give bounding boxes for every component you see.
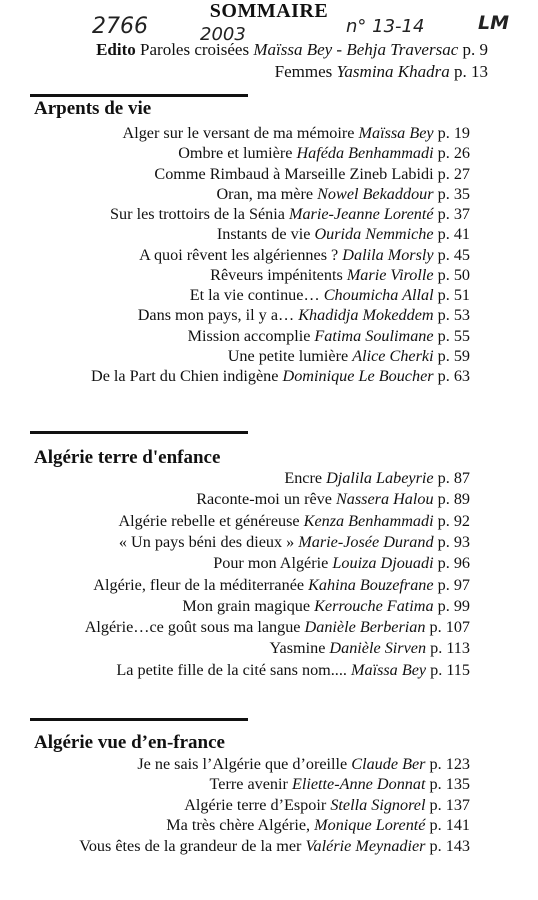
entry-author: Danièle Berberian <box>304 618 426 637</box>
toc-entry <box>139 245 470 265</box>
toc-entry <box>110 204 470 224</box>
entry-page: p. 97 <box>437 575 470 594</box>
entry-page: p. 27 <box>437 164 470 183</box>
toc-entry <box>91 366 470 386</box>
toc-entry <box>178 143 470 163</box>
entry-page: p. 51 <box>437 286 470 304</box>
toc-entry <box>154 164 470 184</box>
entry-author: Maïssa Bey <box>358 124 434 142</box>
entry-page: p. 92 <box>437 511 470 530</box>
toc-entry <box>116 660 470 680</box>
toc-entry <box>284 468 470 488</box>
toc-entry <box>166 815 470 835</box>
entry-author: Marie-Jeanne Lorenté <box>288 205 434 223</box>
toc-entry <box>79 836 470 856</box>
entry-title: Sur les trottoirs de la Sénia <box>110 205 285 223</box>
entry-title: Algérie rebelle et généreuse <box>118 511 300 530</box>
entry-title: Raconte-moi un rêve <box>196 490 332 509</box>
entry-title: Terre avenir <box>209 775 288 794</box>
toc-entry <box>210 774 470 794</box>
entry-title: Et la vie continue… <box>189 286 320 304</box>
entry-author: Marie-Josée Durand <box>298 532 434 551</box>
entry-page: p. 87 <box>437 469 470 487</box>
entry-title: Mon grain magique <box>182 596 311 615</box>
entry-author: Nassera Halou <box>335 490 434 509</box>
toc-entry <box>85 617 470 637</box>
entry-title: De la Part du Chien indigène <box>91 367 279 385</box>
entry-author: Kerrouche Fatima <box>314 596 434 615</box>
entry-author: Haféda Benhammadi <box>296 144 434 163</box>
entry-page: p. 59 <box>437 346 470 365</box>
entry-page: p. 37 <box>437 205 470 223</box>
entry-title: Paroles croisées <box>140 40 250 59</box>
edito-lead: Edito <box>96 40 136 59</box>
handwritten-code: 2766 <box>92 14 148 39</box>
entry-author: Marie Virolle <box>346 265 434 284</box>
entry-title: A quoi rêvent les algériennes ? <box>139 245 339 264</box>
entry-title: Algérie terre d’Espoir <box>184 795 327 814</box>
entry-title: Encre <box>284 469 323 487</box>
entry-author: Djalila Labeyrie <box>326 469 434 487</box>
toc-entry <box>228 346 470 366</box>
entry-page: p. 123 <box>429 755 470 773</box>
entry-author: Louiza Djouadi <box>332 554 434 573</box>
entry-title: Mission accomplie <box>187 326 311 345</box>
toc-entry <box>210 265 470 285</box>
entry-author: Eliette-Anne Donnat <box>291 775 426 794</box>
entry-author: Nowel Bekaddour <box>317 184 434 203</box>
entry-page: p. 93 <box>437 532 470 551</box>
entry-author: Kenza Benhammadi <box>303 511 434 530</box>
entry-title: Algérie, fleur de la méditerranée <box>93 575 305 594</box>
entry-author: Stella Signorel <box>330 795 426 814</box>
toc-entry <box>217 224 470 244</box>
entry-title: Alger sur le versant de ma mémoire <box>122 124 355 142</box>
toc-entry <box>138 305 470 325</box>
toc-entry <box>93 575 470 595</box>
entry-author: Yasmina Khadra <box>336 62 450 81</box>
entry-author: Kahina Bouzefrane <box>308 575 434 594</box>
toc-entry <box>184 795 470 815</box>
entry-page: p. 143 <box>429 836 470 855</box>
entry-title: « Un pays béni des dieux » <box>118 532 295 551</box>
entry-page: p. 135 <box>429 775 470 794</box>
toc-entry <box>182 596 470 616</box>
entry-page: p. 55 <box>437 326 470 345</box>
toc-entry <box>188 326 470 346</box>
entry-page: p. 96 <box>437 554 470 573</box>
section-heading: Algérie vue d’en-france <box>34 732 225 753</box>
entry-title: Vous êtes de la grandeur de la mer <box>79 836 302 855</box>
entry-author: Ourida Nemmiche <box>314 225 434 244</box>
section-heading: Algérie terre d'enfance <box>34 447 221 468</box>
handwritten-mark: LM <box>478 12 510 34</box>
section-divider <box>30 431 248 434</box>
entry-author: Claude Ber <box>351 755 426 773</box>
entry-author: Dominique Le Boucher <box>282 367 434 385</box>
handwritten-issue: n° 13-14 <box>346 16 425 37</box>
entry-title: Je ne sais l’Algérie que d’oreille <box>137 755 348 773</box>
toc-entry <box>269 638 470 658</box>
entry-author: Valérie Meynadier <box>305 836 426 855</box>
entry-page: p. 89 <box>437 490 470 509</box>
entry-page: p. 53 <box>437 306 470 325</box>
section-divider <box>30 718 248 721</box>
entry-page: p. 141 <box>429 816 470 835</box>
toc-entry <box>196 489 470 509</box>
handwritten-year: 2003 <box>200 24 246 45</box>
edito-row <box>275 62 488 82</box>
entry-title: Une petite lumière <box>227 346 349 365</box>
entry-author: Khadidja Mokeddem <box>298 306 434 325</box>
toc-entry <box>118 511 470 531</box>
page-title: SOMMAIRE <box>209 0 329 22</box>
edito-row <box>96 40 488 60</box>
entry-title: La petite fille de la cité sans nom.... <box>116 660 347 679</box>
entry-page: p. 50 <box>437 265 470 284</box>
entry-page: p. 115 <box>430 660 470 679</box>
toc-entry <box>216 184 470 204</box>
entry-page: p. 35 <box>437 184 470 203</box>
entry-page: p. 13 <box>454 62 488 81</box>
toc-entry <box>137 754 470 774</box>
entry-author: Maïssa Bey <box>351 660 427 679</box>
entry-author: Maïssa Bey - Behja Traversac <box>253 40 459 59</box>
entry-title: Ombre et lumière <box>178 144 293 163</box>
entry-title: Algérie…ce goût sous ma langue <box>84 618 301 637</box>
toc-entry <box>119 532 470 552</box>
entry-title: Femmes <box>274 62 333 81</box>
entry-page: p. 41 <box>437 225 470 244</box>
entry-page: p. 9 <box>462 40 488 59</box>
entry-page: p. 45 <box>437 245 470 264</box>
entry-title: Yasmine <box>269 639 326 658</box>
entry-author: Danièle Sirven <box>329 639 427 658</box>
entry-page: p. 137 <box>429 795 470 814</box>
entry-page: p. 113 <box>430 639 470 658</box>
entry-title: Ma très chère Algérie, <box>166 816 311 835</box>
entry-title: Oran, ma mère <box>216 184 314 203</box>
entry-title: Pour mon Algérie <box>213 554 329 573</box>
entry-author: Choumicha Allal <box>323 286 434 304</box>
entry-title: Instants de vie <box>216 225 311 244</box>
entry-author: Alice Cherki <box>352 346 434 365</box>
entry-title: Comme Rimbaud à Marseille Zineb Labidi <box>154 164 434 183</box>
entry-title: Rêveurs impénitents <box>210 265 343 284</box>
entry-page: p. 63 <box>437 367 470 385</box>
toc-entry <box>190 285 470 305</box>
entry-author: Dalila Morsly <box>342 245 434 264</box>
toc-entry <box>213 553 470 573</box>
entry-author: Monique Lorenté <box>314 816 426 835</box>
entry-page: p. 26 <box>437 144 470 163</box>
entry-page: p. 19 <box>437 124 470 142</box>
entry-page: p. 99 <box>437 596 470 615</box>
section-heading: Arpents de vie <box>34 98 152 119</box>
toc-entry <box>123 123 470 143</box>
entry-author: Fatima Soulimane <box>314 326 434 345</box>
section-divider <box>30 94 248 97</box>
entry-title: Dans mon pays, il y a… <box>137 306 295 325</box>
entry-page: p. 107 <box>429 618 470 637</box>
